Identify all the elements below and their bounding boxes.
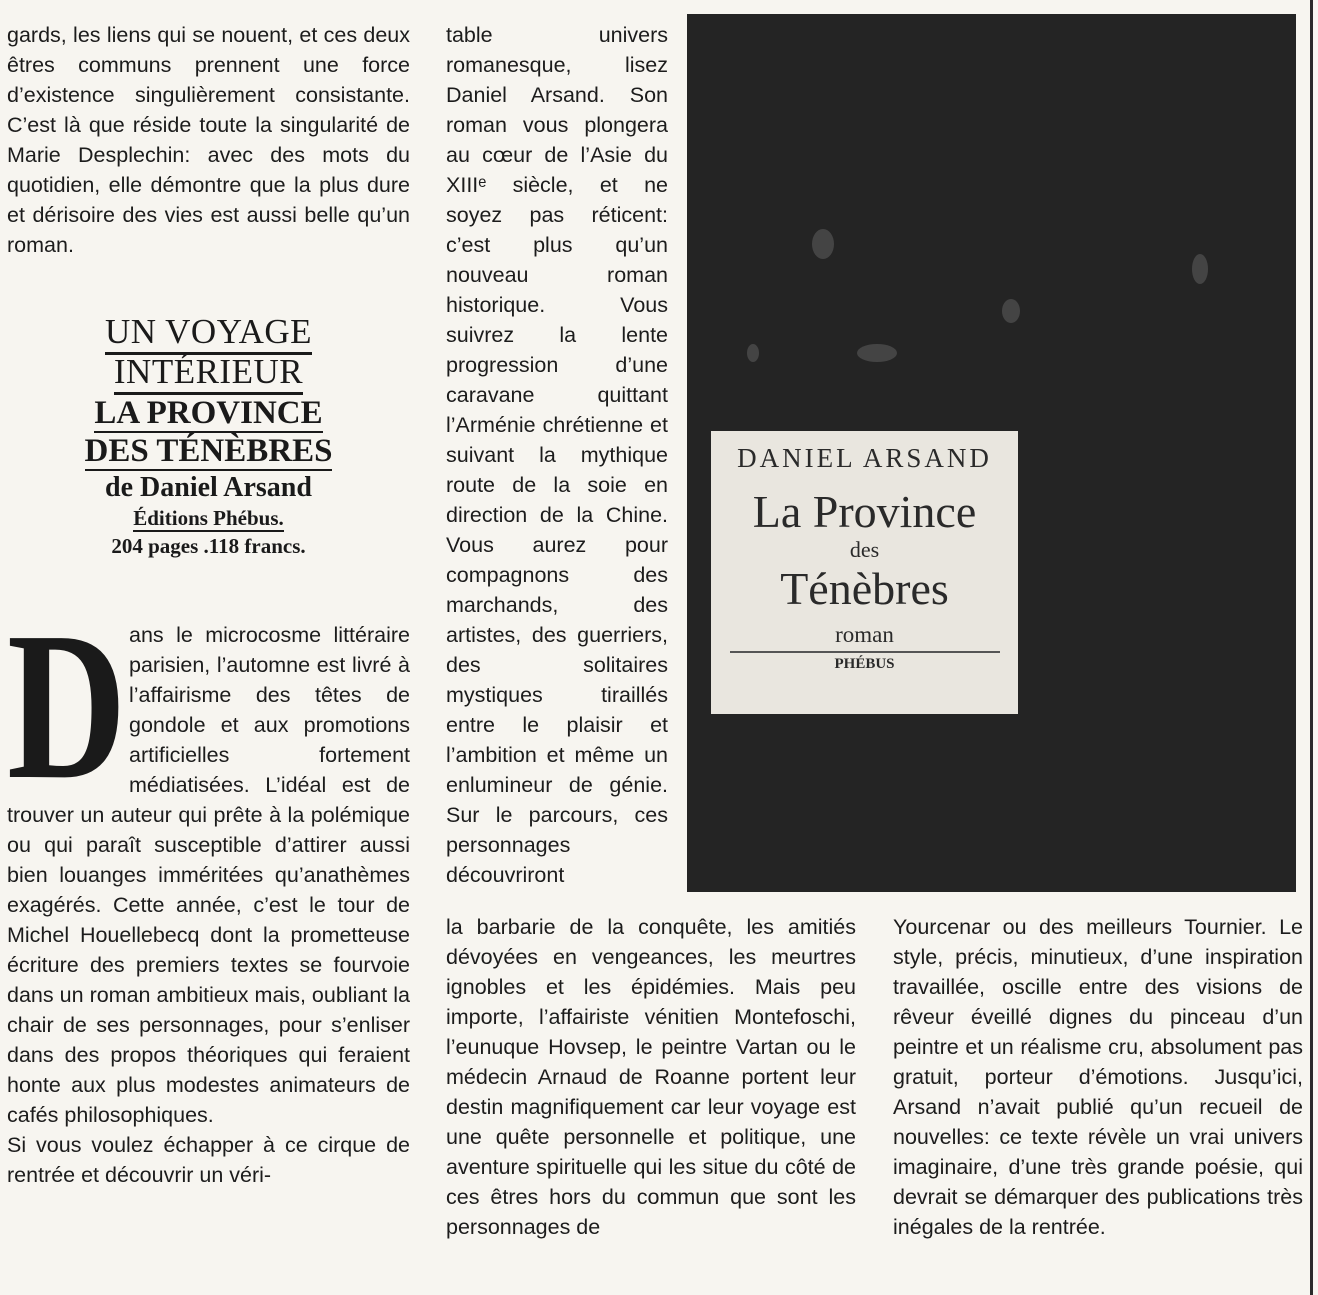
paragraph: table univers romanesque, lisez Daniel Arsand. Son roman vous plongera au cœur de l’Asie du XIIIᵉ siècle, et ne soyez pas réticent: c’est plus qu’un nouveau roman historique. Vous suivrez la lente progression d’une caravane quittant l’Arménie chrétienne et suivant la mythique route de la soie en direction de la Chine. Vous aurez pour compagnons des marchands, des artistes, des guerriers, des solitaires mystiques tiraillés entre le plaisir et l’ambition et même un enlumineur de génie. Sur le parcours, ces personnages découvriront — [446, 23, 668, 887]
paragraph: la barbarie de la conquête, les amitiés dévoyées en vengeances, les meurtres ignobles et les épidémies. Mais peu importe, l’affairiste vénitien Montefoschi, l’eunuque Hovsep, le peintre Vartan ou le médecin Arnaud de Roanne portent leur destin magnifiquement car leur voyage est une quête personnelle et politique, une aventure spirituelle qui les situe du côté de ces êtres hors du commun que sont les personnages de — [446, 915, 856, 1239]
column2-top-text — [446, 20, 668, 890]
column2-bottom-text — [446, 912, 856, 1242]
column-rule — [1310, 0, 1313, 1295]
cover-genre: roman — [835, 622, 894, 647]
book-cover — [711, 431, 1018, 714]
book-details: 204 pages .118 francs. — [111, 534, 306, 558]
paragraph: gards, les liens qui se nouent, et ces deux êtres communs prennent une force d’existence singulièrement consistante. C’est là que réside toute la singularité de Marie Desplechin: avec des mots du quotidien, elle démontre que la plus dure et dérisoire des vies est aussi belle qu’un roman. — [7, 23, 410, 257]
column3-bottom-text — [893, 912, 1303, 1242]
cover-title-line1: La Province — [752, 486, 977, 537]
section-heading — [7, 312, 410, 392]
section-heading-text: UN VOYAGE INTÉRIEUR — [105, 312, 312, 395]
cover-divider — [730, 651, 1000, 653]
drop-cap: D — [7, 588, 127, 823]
book-title-line2: DES TÉNÈBRES — [84, 433, 333, 469]
book-author: de Daniel Arsand — [105, 472, 312, 503]
book-info-block — [7, 394, 410, 560]
cover-title-line3: Ténèbres — [780, 563, 949, 614]
texture-speck — [857, 344, 897, 362]
paragraph: Si vous voulez échapper à ce cirque de rentrée et découvrir un véri- — [7, 1133, 410, 1187]
cover-author: DANIEL ARSAND — [737, 443, 992, 473]
texture-speck — [1002, 299, 1020, 323]
texture-speck — [747, 344, 759, 362]
paragraph: Yourcenar ou des meilleurs Tournier. Le style, précis, minutieux, d’une inspiration travaillée, oscille entre des visions de rêveur éveillé dignes du pinceau d’un peintre et un réalisme cru, absolument pas gratuit, porteur d’émotions. Jusqu’ici, Arsand n’avait publié qu’un recueil de nouvelles: ce texte révèle un vrai univers imaginaire, d’une très grande poésie, qui devrait se démarquer des publications très inégales de la rentrée. — [893, 915, 1303, 1239]
paragraph: ans le microcosme littéraire parisien, l’automne est livré à l’affairisme des têtes de gondole et aux promotions artificielles fortement médiatisées. L’idéal est de trouver un auteur qui prête à la polémique ou qui paraît susceptible d’attirer aussi bien louanges imméritées qu’anathèmes exagérés. Cette année, c’est le tour de Michel Houellebecq dont la prometteuse écriture des premiers textes se fourvoie dans un roman ambitieux mais, oubliant la chair de ses personnages, pour s’enliser dans des propos théoriques qui feraient honte aux plus modestes animateurs de cafés philosophiques. — [7, 623, 410, 1127]
cover-title-line2: des — [849, 537, 880, 562]
cover-publisher: PHÉBUS — [834, 656, 895, 672]
book-publisher: Éditions Phébus. — [133, 506, 284, 530]
book-title-line1: LA PROVINCE — [94, 395, 323, 431]
column1-body — [7, 588, 410, 1190]
texture-speck — [812, 229, 834, 259]
column1-top-text — [7, 20, 410, 260]
texture-speck — [1192, 254, 1208, 284]
book-cover-photo — [687, 14, 1296, 892]
